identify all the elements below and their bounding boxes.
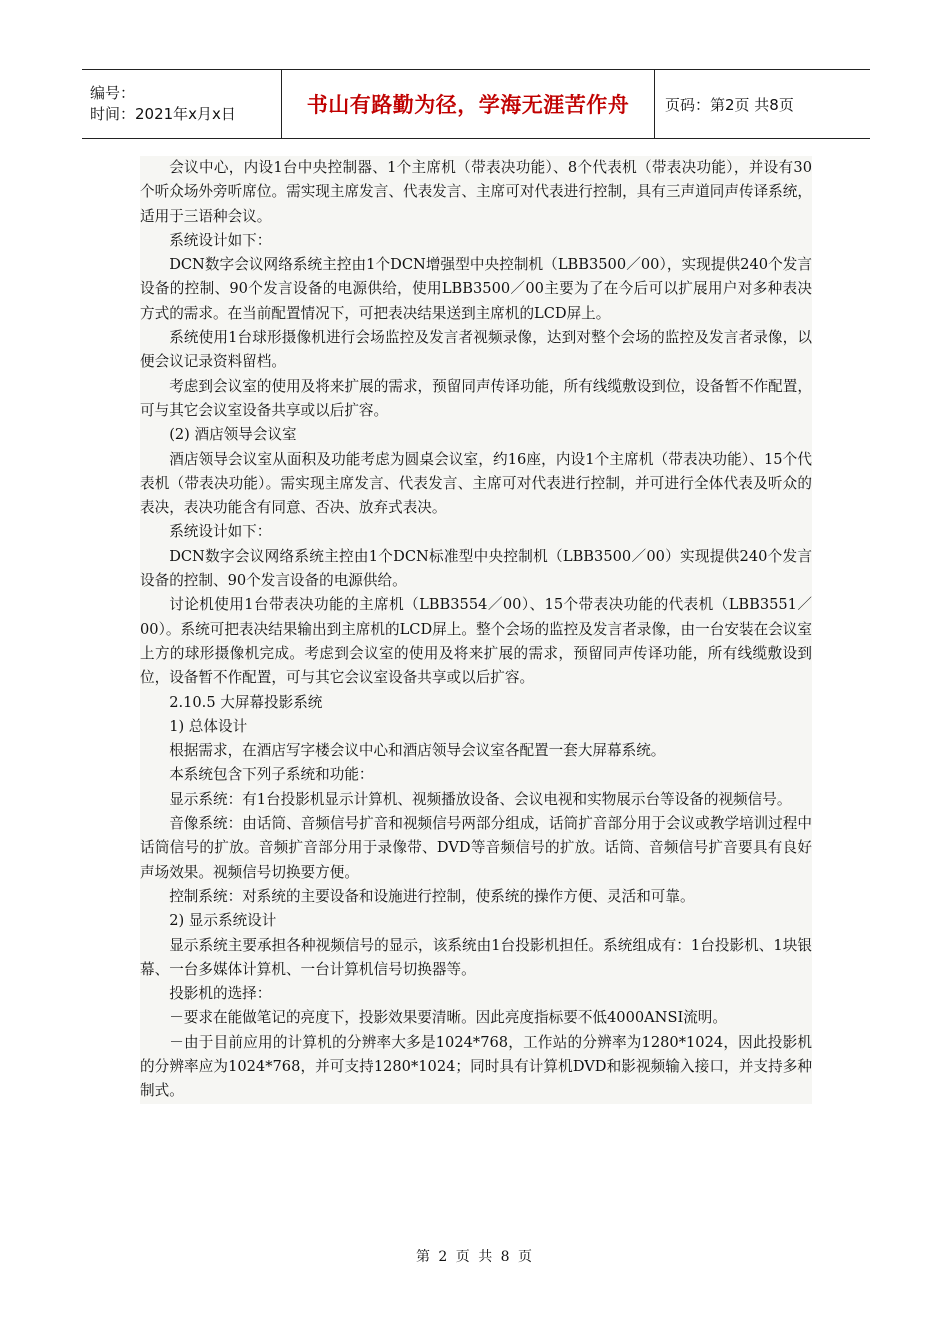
- section-heading: 1) 总体设计: [169, 717, 248, 735]
- paragraph: 系统设计如下：: [169, 523, 272, 541]
- paragraph: 考虑到会议室的使用及将来扩展的需求，预留同声传译功能，所有线缆敷设到位，设备暂不作配置，可与其它会议室设备共享或以后扩容。: [140, 377, 812, 419]
- paragraph: 根据需求，在酒店写字楼会议中心和酒店领导会议室各配置一套大屏幕系统。: [169, 742, 666, 760]
- paragraph: DCN数字会议网络系统主控由1个DCN增强型中央控制机（LBB3500／00），实现提供240个发言设备的控制、90个发言设备的电源供给，使用LBB3500／00主要为了在今后可以扩展用户对多种表决方式的需求。在当前配置情况下，可把表决结果送到主席机的LCD屏上。: [140, 256, 812, 322]
- paragraph: －由于目前应用的计算机的分辨率大多是1024*768，工作站的分辨率为1280*1024，因此投影机的分辨率应为1024*768，并可支持1280*1024；同时具有计算机DVD和影视频输入接口，并支持多种制式。: [140, 1033, 812, 1100]
- section-heading: (2) 酒店领导会议室: [169, 426, 297, 444]
- paragraph: 控制系统：对系统的主要设备和设施进行控制，使系统的操作方便、灵活和可靠。: [169, 887, 695, 905]
- paragraph: 投影机的选择：: [169, 985, 272, 1003]
- page-header: [82, 69, 870, 139]
- paragraph: 音像系统：由话筒、音频信号扩音和视频信号两部分组成，话筒扩音部分用于会议或教学培训过程中话筒信号的扩放。音频扩音部分用于录像带、DVD等音频信号的扩放。话筒、音频信号扩音要具有良好声场效果。视频信号切换要方便。: [140, 815, 812, 881]
- paragraph: 本系统包含下列子系统和功能：: [169, 766, 374, 784]
- section-heading: 2.10.5 大屏幕投影系统: [169, 693, 323, 711]
- page-footer: [0, 1246, 950, 1266]
- paragraph: 显示系统：有1台投影机显示计算机、视频播放设备、会议电视和实物展示台等设备的视频信号。: [169, 790, 792, 808]
- paragraph: 讨论机使用1台带表决功能的主席机（LBB3554／00）、15个带表决功能的代表机（LBB3551／00）。系统可把表决结果输出到主席机的LCD屏上。整个会场的监控及发言者录像，由一台安装在会议室上方的球形摄像机完成。考虑到会议室的使用及将来扩展的需求，预留同声传译功能，所有线缆敷设到位，设备暂不作配置，可与其它会议室设备共享或以后扩容。: [140, 596, 812, 687]
- section-heading: 2) 显示系统设计: [169, 912, 277, 930]
- paragraph: 系统设计如下：: [169, 231, 272, 249]
- document-date-label: 时间：2021年x月x日: [90, 105, 236, 123]
- paragraph: 系统使用1台球形摄像机进行会场监控及发言者视频录像，达到对整个会场的监控及发言者录像，以便会议记录资料留档。: [140, 329, 812, 371]
- header-info-cell: [82, 70, 282, 138]
- motto-text: 书山有路勤为径，学海无涯苦作舟: [306, 93, 630, 117]
- paragraph: －要求在能做笔记的亮度下，投影效果要清晰。因此亮度指标要不低4000ANSI流明。: [169, 1009, 727, 1027]
- document-number-label: 编号：: [90, 84, 136, 102]
- paragraph: 显示系统主要承担各种视频信号的显示，该系统由1台投影机担任。系统组成有：1台投影机、1块银幕、一台多媒体计算机、一台计算机信号切换器等。: [140, 936, 812, 978]
- footer-page-number: 第 2 页 共 8 页: [415, 1249, 535, 1265]
- paragraph: 会议中心，内设1台中央控制器、1个主席机（带表决功能）、8个代表机（带表决功能），并设有30个听众场外旁听席位。需实现主席发言、代表发言、主席可对代表进行控制，具有三声道同声传译系统，适用于三语种会议。: [140, 159, 812, 225]
- paragraph: DCN数字会议网络系统主控由1个DCN标准型中央控制机（LBB3500／00）实现提供240个发言设备的控制、90个发言设备的电源供给。: [140, 547, 812, 590]
- header-page-cell: [655, 70, 870, 138]
- header-motto: [282, 70, 655, 138]
- paragraph: 酒店领导会议室从面积及功能考虑为圆桌会议室，约16座，内设1个主席机（带表决功能）、15个代表机（带表决功能）。需实现主席发言、代表发言、主席可对代表进行控制，并可进行全体代表及听众的表决，表决功能含有同意、否决、放弃式表决。: [140, 450, 812, 517]
- document-body: [140, 156, 812, 1104]
- header-page-number: 页码：第2页 共8页: [665, 95, 794, 114]
